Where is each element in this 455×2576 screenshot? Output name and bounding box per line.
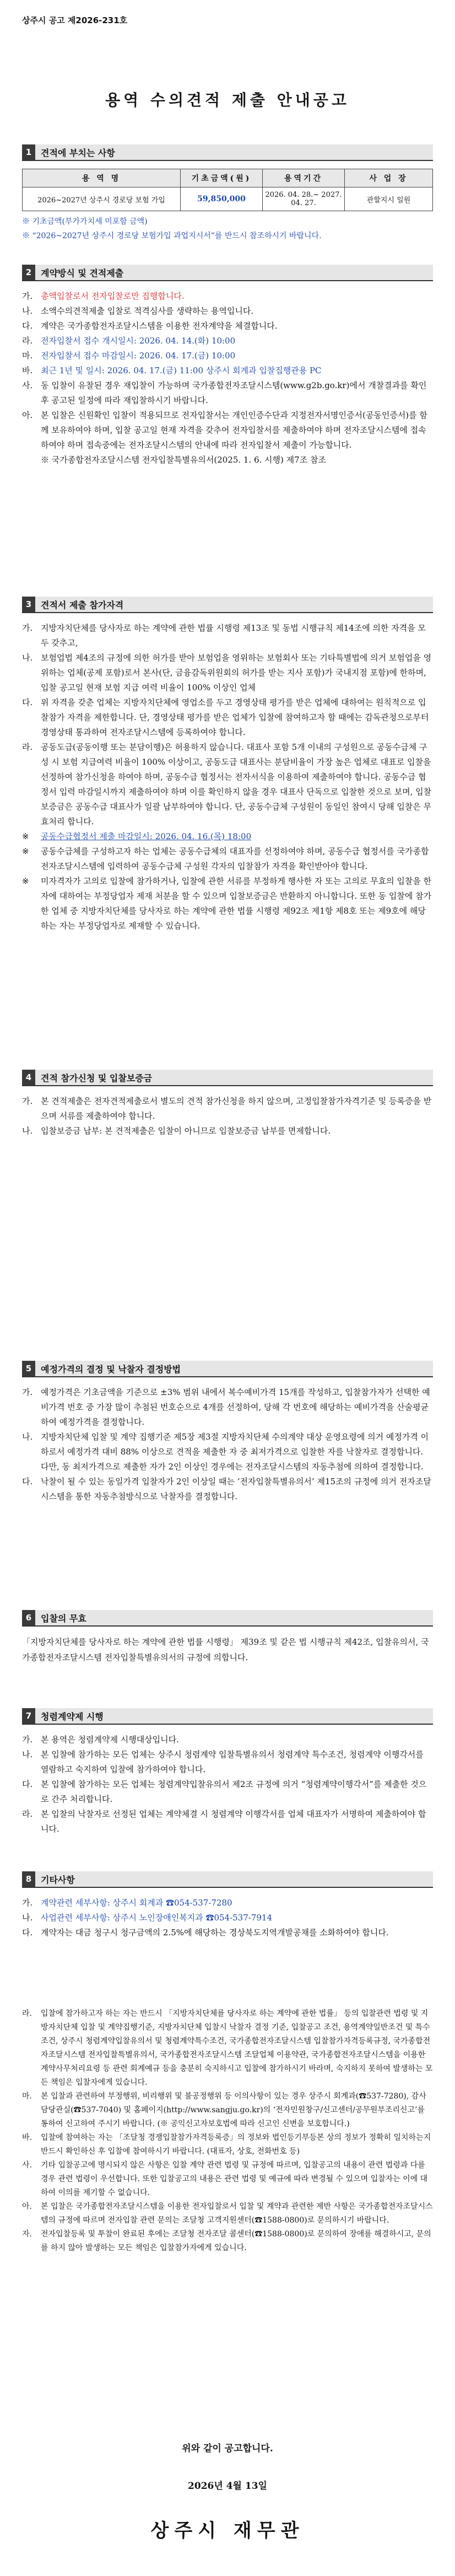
section-items [22,1385,433,1504]
section-number: 2 [22,265,35,280]
item-marker: 나. [22,306,33,316]
item-marker: 가. [22,1387,33,1397]
section-header [22,1610,433,1627]
item-text: 미자격자가 고의로 입찰에 참가하거나, 입찰에 관한 서류를 부정하게 행사한 자 또는 고의로 무효의 입찰을 한 자에 대하여는 부정당업자 제재 처분을 할 수 있으며 입찰보증금은 반환하지 아니합니다. 또한 동 입찰에 참가한 업체 중 지방자치단체를 당사자로 하는 계약에 관한 법률 시행령 제92조 제1항 제8호 또는 제9호에 해당하는 자는 부정당업자로 제재할 수 있습니다. [41,876,432,931]
list-item [22,695,433,740]
item-marker: 가. [22,1096,33,1106]
list-item [22,304,433,319]
section-title: 예정가격의 결정 및 낙찰자 결정방법 [35,1361,433,1376]
item-text: 총액입찰로서 전자입찰로만 집행합니다. [41,291,185,301]
item-text: 공동도급(공동이행 또는 분담이행)은 허용하지 않습니다. 대표사 포함 5개 이내의 구성원으로 공동수급체 구성 시 보험 지급여력 비율이 100% 이상이고, 공동도급 대표사는 분담비율이 가장 높은 업체로 대표로 입찰을 선정하여 참가신청을 하여야 하며, 공동수급 협정서는 전자서식을 이용하여 제출하여야 합니다. 공동수급 협정서 입력 마감일시까지 제출하여야 하며 이를 확인하지 않을 경우 대표사 단독으로 입찰한 것으로 보며, 입찰보증금은 공동수급 대표사가 일괄 납부하여야 합니다. 단, 공동수급체 구성원이 동일인 참여시 당해 입찰은 무효처리 합니다. [41,742,432,827]
section-number: 6 [22,1610,35,1625]
section-items [22,621,433,933]
section-8 [22,1871,433,1940]
list-item [22,2007,433,2090]
list-item [22,1910,433,1925]
section-8-continued [22,2007,433,2255]
list-item [22,363,433,378]
item-text: 지방자치단체를 당사자로 하는 계약에 관한 법률 시행령 제13조 및 동법 시행규칙 제14조에 의한 자격을 모두 갖추고, [41,623,426,648]
section-items [22,2007,433,2255]
item-text: 입찰에 참여하는 자는 「조달청 경쟁입찰참가자격등록증」의 정보와 법인등기부등본 상의 정보가 정확히 일치하는지 반드시 확인하신 후 입찰에 참여하시기 바랍니다. (대표자, 상호, 전화번호 등) [41,2133,431,2156]
list-item [22,1896,433,1910]
list-item [22,651,433,695]
list-item [22,334,433,348]
item-text: 입찰에 참가하고자 하는 자는 반드시 「지방자치단체를 당사자로 하는 계약에 관한 법률」 등의 입찰관련 법령 및 지방자치단체 입찰 및 계약집행기준, 지방자치단체 입찰시 낙찰자 결정 기준, 입찰공고 조건, 용역계약일반조건 및 특수조건, 상주시 청렴계약입찰유의서 및 청렴계약특수조건, 국가종합전자조달시스템 입찰참가자격등록규정, 국가종합전자조달시스템 전자입찰특별유의서, 국가종합전자조달시스템 조달업체 이용약관, 국가종합전자조달시스템을 이용한 계약사무처리요령 등 관련 회계예규 등을 충분히 숙지하시고 입찰에 참가하시기 바라며, 숙지하지 못하여 발생하는 모든 책임은 입찰자에게 있습니다. [41,2009,433,2087]
item-text: 최근 1년 및 일시: 2026. 04. 17.(금) 11:00 상주시 회계과 입찰집행관용 PC [41,366,322,375]
item-marker: ※ [22,831,29,841]
item-marker: 마. [22,351,33,361]
item-text: 본 입찰과 관련하여 부정행위, 비리행위 및 불공정행위 등 이의사항이 있는 경우 상주시 회계과(☎537-7280), 감사담당관실(☎537-7040) 및 홈페이지(http://www.sangju.go.kr)의 ‘전자민원창구/신고센터/공무원부조리신고’를 통하여 신고하여 주시기 바랍니다. (※ 공익신고자보호법에 따라 신고인 신변을 보호합니다.) [41,2092,426,2128]
section-4 [22,1070,433,1139]
item-text: 전자입찰서 접수 마감일시: 2026. 04. 17.(금) 10:00 [41,351,236,361]
section-items [22,289,433,468]
note: ※ “2026~2027년 상주시 경로당 보험가입 과업지시서”를 반드시 참조하시기 바랍니다. [22,232,322,240]
section-5 [22,1361,433,1504]
list-item [22,1732,433,1747]
section-6 [22,1610,433,1665]
item-marker: 바. [22,366,33,375]
list-item [22,740,433,829]
item-text: 공동수급체를 구성하고자 하는 업체는 공동수급체의 대표자를 선정하여야 하며, 공동수급 협정서를 국가종합전자조달시스템에 입력하여 공동수급체 구성원 각자의 입찰참가 자격을 확인받아야 합니다. [41,846,429,871]
closing-statement: 위와 같이 공고합니다. [182,2443,273,2454]
item-marker: 아. [22,2202,32,2211]
item-text: 계약자는 대금 청구시 청구금액의 2.5%에 해당하는 경상북도지역개발공채를 소화하여야 합니다. [41,1928,389,1938]
project-location: 관할지시 일원 [345,187,433,211]
list-item [22,1777,433,1807]
item-marker: 다. [22,1779,33,1789]
section-number: 8 [22,1871,35,1887]
column-header: 용 역 명 [23,169,181,187]
column-header: 기초금액(원) [181,169,263,187]
item-marker: 아. [22,410,33,420]
section-number: 4 [22,1070,35,1085]
section-header [22,1361,433,1377]
list-item [22,2228,433,2255]
item-text: 지방자치단체 입찰 및 계약 집행기준 제5장 제3절 지방자치단체 수의계약 대상 운영요령에 의거 예정가격 이하로서 예정가격 대비 88% 이상으로 견적을 제출한 자 중 최저가격으로 입찰한 자를 낙찰자로 결정합니다. 다만, 동 최저가격으로 제출한 자가 2인 이상인 경우에는 전자조달시스템의 자동추첨에 의하여 결정합니다. [41,1432,429,1472]
item-marker: 나. [22,1913,33,1923]
item-text: 사업관련 세부사항: 상주시 노인장애인복지과 ☎054-537-7914 [41,1913,273,1923]
section-title: 입찰의 무효 [35,1610,433,1625]
section-number: 3 [22,597,35,612]
item-marker: 라. [22,1809,33,1819]
column-header: 사 업 장 [345,169,433,187]
item-marker [22,453,41,468]
section-title: 청렴계약제 시행 [35,1708,433,1724]
item-marker: 라. [22,336,33,346]
item-marker: ※ [22,876,29,886]
item-text: 전자입찰등록 및 투찰이 완료된 후에는 조달청 전자조달 콜센터(☎1588-0800)로 문의하여 장애를 해결하시고, 문의를 하지 않아 발생하는 모든 책임은 입찰참가자에게 있습니다. [41,2230,431,2252]
item-marker: 사. [22,380,33,390]
list-item [22,408,433,453]
item-marker: 가. [22,291,33,301]
section-number: 1 [22,144,35,160]
item-text: 기타 입찰공고에 명시되지 않은 사항은 입찰 계약 관련 법령 및 규정에 따르며, 입찰공고의 내용이 관련 법령과 다를 경우 관련 법령이 우선합니다. 또한 입찰공고의 내용은 관련 법령 및 예규에 따라 변경될 수 있으며 입찰자는 이에 대하여 이의를 제기할 수 없습니다. [41,2161,428,2197]
item-text: 본 입찰은 국가종합전자조달시스템을 이용한 전자입찰로서 입찰 및 계약과 관련한 제반 사항은 국가종합전자조달시스템의 규정에 따르며 전자입찰 관련 문의는 조달청 고객지원센터(☎1588-0800)로 문의하시기 바랍니다. [41,2202,433,2225]
item-marker: 라. [22,2009,32,2018]
item-marker: 가. [22,1735,33,1745]
item-text: 동 입찰이 유찰된 경우 재입찰이 가능하며 국가종합전자조달시스템(www.g2b.go.kr)에서 개찰결과를 확인 후 공고된 일정에 따라 재입찰하시기 바랍니다. [41,380,427,405]
section-items [22,1094,433,1139]
item-text: 본 입찰의 낙찰자로 선정된 업체는 계약체결 시 청렴계약 이행각서를 업체 대표자가 서명하여 제출하여야 합니다. [41,1809,426,1834]
item-text: 예정가격은 기초금액을 기준으로 ±3% 범위 내에서 복수예비가격 15개를 작성하고, 입찰참가자가 선택한 예비가격 번호 중 가장 많이 추첨된 번호순으로 4개를 선정하여, 당해 각 번호에 해당하는 예비가격을 산술평균하여 예정가격을 결정합니다. [41,1387,430,1427]
list-item [22,2090,433,2131]
list-item [22,378,433,408]
item-text: 보험업법 제4조의 규정에 의한 허가를 받아 보험업을 영위하는 보험회사 또는 기타특별법에 의거 보험업을 영위하는 업체(공제 포함)로서 본사(단, 금융감독위원회의 허가를 받는 지사 포함)가 국내지점 포함)에 한하며, 입찰 공고일 현재 보험 지급 여력 비율이 100% 이상인 업체 [41,653,432,693]
item-text: ※ 국가종합전자조달시스템 전자입찰특별유의서(2025. 1. 6. 시행) 제7조 참조 [41,455,326,465]
list-item [22,1094,433,1124]
item-text: 본 입찰에 참가하는 모든 업체는 상주시 청렴계약 입찰특별유의서 청렴계약 특수조건, 청렴계약 이행각서를 열람하고 숙지하여 입찰에 참가하여야 합니다. [41,1749,424,1774]
project-name: 2026~2027년 상주시 경로당 보험 가입 [23,187,181,211]
section-header [22,1871,433,1888]
section-title: 견적 참가신청 및 입찰보증금 [35,1070,433,1085]
item-marker: 가. [22,1898,33,1908]
note: ※ 기초금액(부가가치세 미포함 금액) [22,217,148,226]
list-item [22,1124,433,1139]
item-marker: 바. [22,2133,32,2142]
item-text: 공동수급협정서 제출 마감일시: 2026. 04. 16.(목) 18:00 [41,831,252,841]
list-item [22,844,433,874]
project-table [22,169,433,211]
item-text: 본 입찰은 신원확인 입찰이 적용되므로 전자입찰서는 개인인증수단과 지정전자서명인증서(공동인증서)를 함께 보유하여야 하며, 입찰 공고일 현재 자격을 갖추어 전자입찰서를 제출하여야 하며 전자조달시스템에 접속하여야 하며 접속중에는 전자조달시스템의 안내에 따라 전자입찰서 제출이 가능합니다. [41,410,427,450]
column-header: 용역기간 [263,169,345,187]
item-text: 계약은 국가종합전자조달시스템을 이용한 전자계약을 체결합니다. [41,321,278,331]
item-marker: 나. [22,1126,33,1136]
item-marker: ※ [22,846,29,856]
table-header-row [23,169,433,187]
list-item [22,621,433,651]
section-items [22,1732,433,1837]
list-item [22,289,433,304]
list-item [22,874,433,933]
page-title: 용역 수의견적 제출 안내공고 [105,91,350,109]
list-item [22,2200,433,2228]
list-item [22,319,433,334]
issuing-organization: 상주시 재무관 [150,2520,305,2542]
section-3 [22,597,433,933]
section-header [22,265,433,281]
document-number: 상주시 공고 제2026-231호 [22,15,128,25]
item-text: 소액수의견적제출 입찰로 적격심사를 생략하는 용역입니다. [41,306,254,316]
announcement-date: 2026년 4월 13일 [188,2481,267,2492]
item-marker: 다. [22,1928,33,1938]
list-item [22,1925,433,1940]
section-title: 계약방식 및 견적제출 [35,265,433,280]
item-text: 본 입찰에 참가하는 모든 업체는 청렴계약입찰유의서 제2조 규정에 의거 “청렴계약이행각서”를 제출한 것으로 간주 처리합니다. [41,1779,427,1804]
item-marker: 사. [22,2161,32,2170]
list-item [22,829,433,844]
item-text: 본 용역은 청렴계약제 시행대상입니다. [41,1735,179,1745]
section-title: 기타사항 [35,1871,433,1887]
section-7 [22,1708,433,1837]
item-marker: 자. [22,2230,32,2239]
list-item [22,453,433,468]
list-item [22,348,433,363]
item-marker: 다. [22,697,33,707]
base-amount: 59,850,000 [181,187,263,211]
item-text: 전자입찰서 접수 개시일시: 2026. 04. 14.(화) 10:00 [41,336,236,346]
item-marker: 다. [22,1477,33,1486]
section-2 [22,265,433,468]
section-items [22,1896,433,1940]
item-text: 계약관련 세부사항: 상주시 회계과 ☎054-537-7280 [41,1898,232,1908]
section-header [22,597,433,613]
item-text: 위 자격을 갖춘 업체는 지방자치단체에 영업소를 두고 경영상태 평가를 받은 업체에 대하여는 원칙적으로 입찰참가 자격을 제한합니다. 단, 경영상태 평가를 받은 업체가 입찰에 참여하고자 할 때에는 감독관청으로부터 경영상태 통과하여 전자조달시스템에 등록하여야 합니다. [41,697,429,737]
project-period: 2026. 04. 28.~ 2027. 04. 27. [263,187,345,211]
list-item [22,1807,433,1837]
list-item [22,1747,433,1777]
list-item [22,2131,433,2159]
item-marker: 나. [22,653,33,663]
item-marker: 마. [22,2092,32,2101]
item-marker: 나. [22,1749,33,1759]
item-marker: 가. [22,623,33,633]
list-item [22,1474,433,1504]
list-item [22,1430,433,1474]
item-text: 본 견적제출은 전자견적제출로서 별도의 견적 참가신청을 하지 않으며, 고정입찰참가자격기준 및 등록증을 받으며 서류를 제출하여야 합니다. [41,1096,432,1121]
item-text: 낙찰이 될 수 있는 동일가격 입찰자가 2인 이상일 때는 ‘전자입찰특별유의서’ 제15조의 규정에 의거 전자조달시스템을 통한 자동추첨방식으로 낙찰자를 결정합니다. [41,1477,431,1501]
table-row [23,187,433,211]
section-number: 5 [22,1361,35,1376]
section-1 [22,144,433,243]
section-header [22,1070,433,1086]
section-number: 7 [22,1708,35,1724]
item-marker: 라. [22,742,33,752]
item-marker: 다. [22,321,33,331]
item-text: 입찰보증금 납부: 본 견적제출은 입찰이 아니므로 입찰보증금 납부를 면제합니다. [41,1126,331,1136]
list-item [22,2159,433,2200]
section-header [22,1708,433,1725]
section-title: 견적에 부치는 사항 [35,144,433,160]
item-marker: 나. [22,1432,33,1442]
section-header [22,144,433,161]
list-item [22,1385,433,1430]
section-title: 견적서 제출 참가자격 [35,597,433,612]
section-text: 「지방자치단체를 당사자로 하는 계약에 관한 법률 시행령」 제39조 및 같은 법 시행규칙 제42조, 입찰유의서, 국가종합전자조달시스템 전자입찰특별유의서의 규정에 의합니다. [22,1637,429,1662]
